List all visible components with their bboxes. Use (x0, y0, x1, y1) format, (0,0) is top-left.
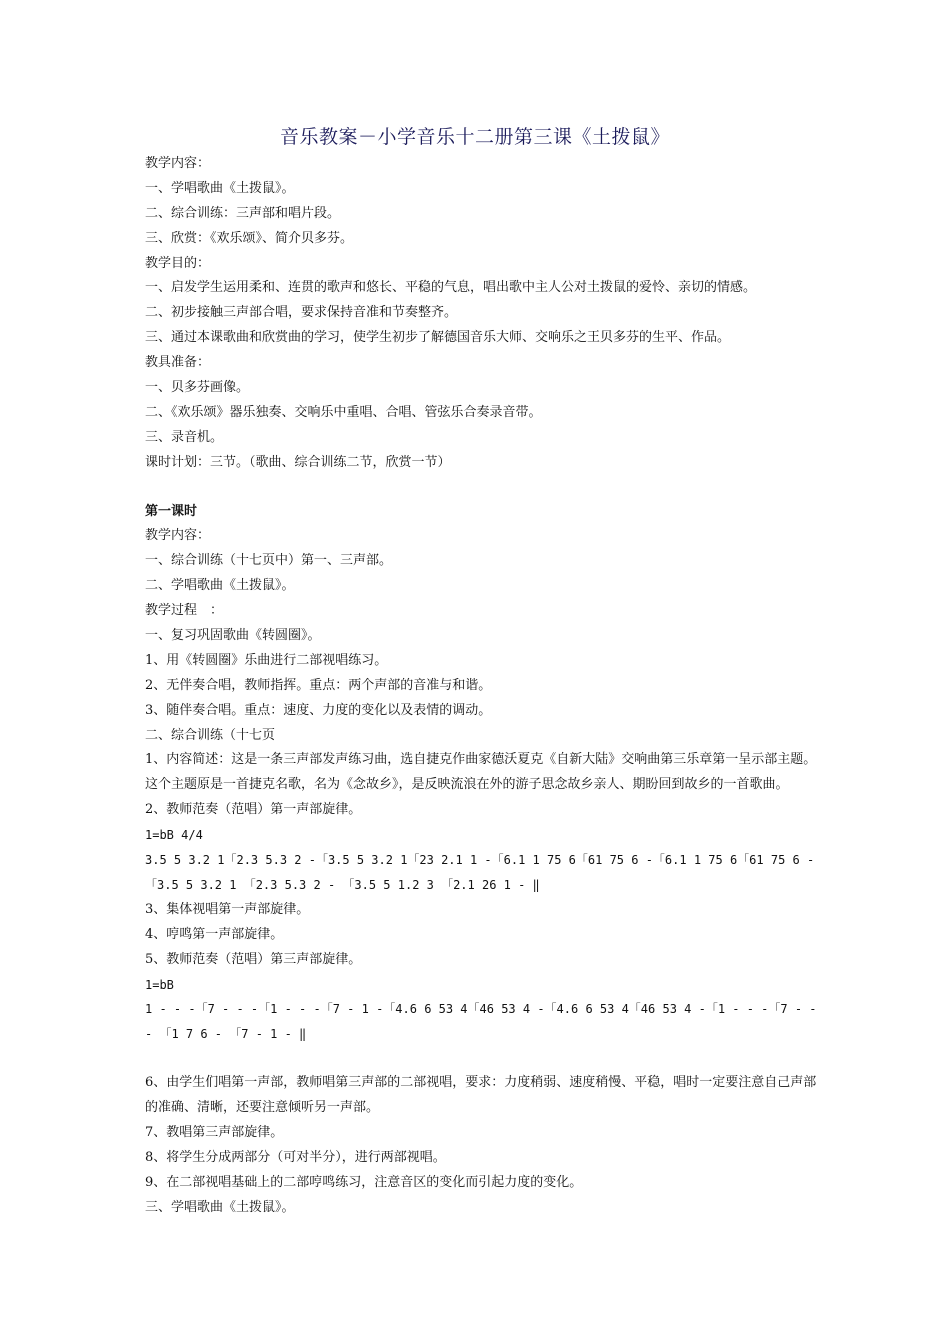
text-line: 教学过程 ： (145, 603, 224, 619)
text-line: 1、内容简述：这是一条三声部发声练习曲，选自捷克作曲家德沃夏克《自新大陆》交响曲第三乐章第一呈示部主题。 (145, 752, 817, 768)
key-signature: 1=bB (145, 977, 174, 992)
text-line: 教学内容： (145, 528, 211, 544)
text-line: 5、教师范奏（范唱）第三声部旋律。 (145, 951, 362, 967)
blank-line (145, 1047, 825, 1071)
document-body (145, 152, 825, 1221)
text-line: 三、学唱歌曲《土拨鼠》。 (145, 1199, 295, 1215)
text-line: 2、教师范奏（范唱）第一声部旋律。 (145, 802, 362, 818)
text-line: 的准确、清晰，还要注意倾听另一声部。 (145, 1100, 380, 1116)
text-line: 4、哼鸣第一声部旋律。 (145, 926, 284, 942)
text-line: 三、录音机。 (145, 429, 224, 445)
text-line: 6、由学生们唱第一声部，教师唱第三声部的二部视唱，要求：力度稍弱、速度稍慢、平稳，唱时一定要注意自己声部 (145, 1075, 817, 1091)
text-line: 二、综合训练（十七页 (145, 727, 276, 743)
text-line: 8、将学生分成两部分（可对半分），进行两部视唱。 (145, 1149, 446, 1165)
text-line: 2、无伴奏合唱，教师指挥。重点：两个声部的音准与和谐。 (145, 677, 492, 693)
first-lesson-content (145, 524, 825, 1047)
text-line: 3、随伴奏合唱。重点：速度、力度的变化以及表情的调动。 (145, 702, 492, 718)
section-heading: 第一课时 (145, 503, 198, 519)
text-line: 一、学唱歌曲《土拨鼠》。 (145, 180, 295, 196)
text-line: 一、复习巩固歌曲《转圆圈》。 (145, 628, 321, 644)
notation-line: 3.5 5 3.2 1「2.3 5.3 2 -「3.5 5 3.2 1「23 2.1 1 -「6.1 1 75 6「61 75 6 -「6.1 1 75 6「61 75 6 - (145, 853, 815, 868)
text-line: 二、学唱歌曲《土拨鼠》。 (145, 578, 295, 594)
text-line: 一、启发学生运用柔和、连贯的歌声和悠长、平稳的气息，唱出歌中主人公对土拨鼠的爱怜、亲切的情感。 (145, 280, 757, 296)
text-line: 三、通过本课歌曲和欣赏曲的学习，使学生初步了解德国音乐大师、交响乐之王贝多芬的生平、作品。 (145, 330, 731, 346)
notation-line: 1 - - -「7 - - -「1 - - -「7 - 1 -「4.6 6 53 4「46 53 4 -「4.6 6 53 4「46 53 4 -「1 - - -「7 - - (145, 1002, 817, 1017)
text-line: 二、《欢乐颂》器乐独奏、交响乐中重唱、合唱、管弦乐合奏录音带。 (145, 404, 542, 420)
text-line: 教学内容： (145, 156, 211, 171)
text-line: 三、欣赏：《欢乐颂》、简介贝多芬。 (145, 230, 354, 246)
notation-line: 「3.5 5 3.2 1 「2.3 5.3 2 - 「3.5 5 1.2 3 「2.1 26 1 - ‖ (145, 877, 540, 892)
text-line: 这个主题原是一首捷克名歌，名为《念故乡》，是反映流浪在外的游子思念故乡亲人、期盼回到故乡的一首歌曲。 (145, 777, 789, 793)
notation-line: - 「1 7 6 - 「7 - 1 - ‖ (145, 1027, 307, 1042)
text-line: 7、教唱第三声部旋律。 (145, 1124, 284, 1140)
blank-line (145, 476, 825, 500)
lesson-overview (145, 152, 825, 476)
key-signature: 1=bB 4/4 (145, 828, 203, 843)
text-line: 1、用《转圆圈》乐曲进行二部视唱练习。 (145, 652, 388, 668)
first-lesson-continued (145, 1071, 825, 1220)
text-line: 一、贝多芬画像。 (145, 380, 250, 396)
text-line: 3、集体视唱第一声部旋律。 (145, 901, 310, 917)
text-line: 课时计划：三节。（歌曲、综合训练二节，欣赏一节） (145, 454, 451, 470)
document-title: 音乐教案－小学音乐十二册第三课《土拨鼠》 (279, 126, 670, 148)
text-line: 一、综合训练（十七页中）第一、三声部。 (145, 553, 393, 569)
text-line: 教学目的： (145, 255, 211, 271)
text-line: 教具准备： (145, 355, 211, 371)
text-line: 二、综合训练：三声部和唱片段。 (145, 205, 341, 221)
text-line: 9、在二部视唱基础上的二部哼鸣练习，注意音区的变化而引起力度的变化。 (145, 1174, 583, 1190)
text-line: 二、初步接触三声部合唱，要求保持音准和节奏整齐。 (145, 305, 458, 321)
